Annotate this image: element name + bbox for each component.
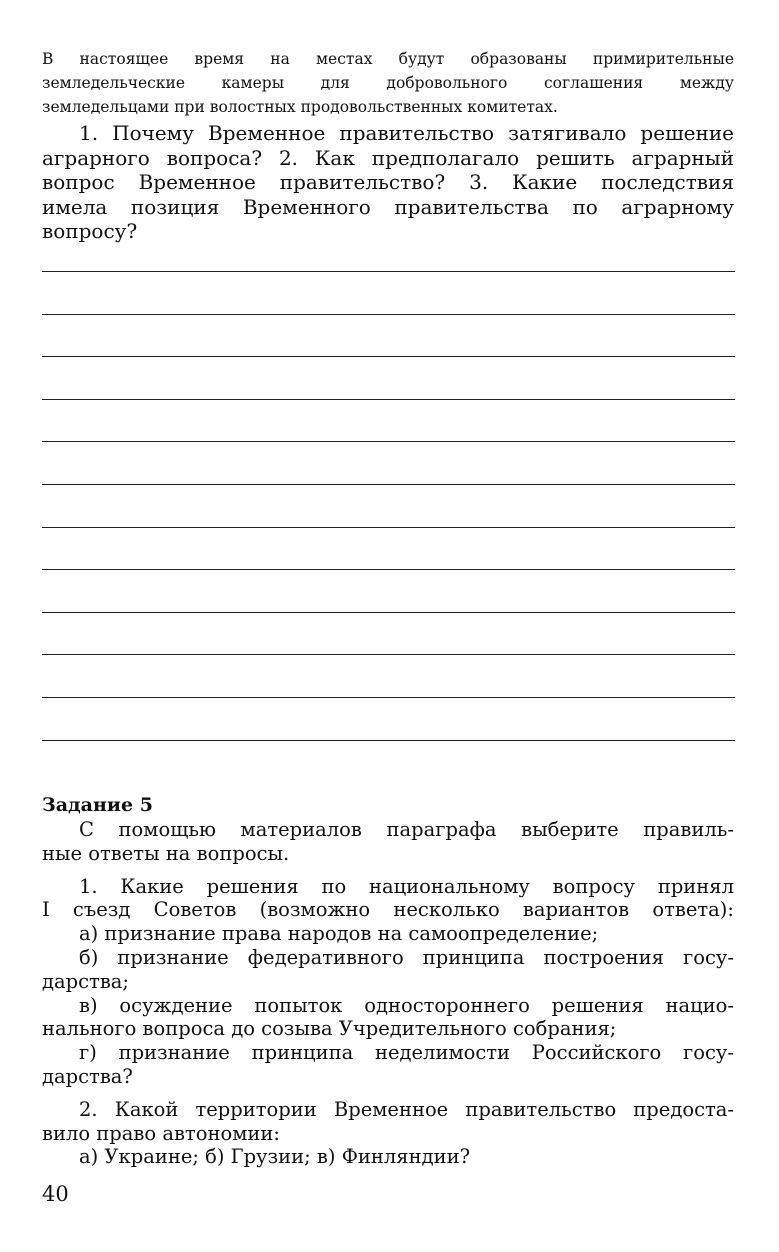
question-line: 1. Почему Временное правительство затягивало решение [79, 121, 734, 145]
answer-option-b[interactable]: б) признание федеративного принципа построения госу- [79, 945, 734, 969]
answer-line[interactable] [42, 654, 735, 655]
question-line: аграрного вопроса? 2. Как предполагало решить аграрный [42, 145, 734, 170]
answer-line[interactable] [42, 399, 735, 400]
instruction-line: С помощью материалов параграфа выберите правиль- [79, 818, 734, 841]
answer-line[interactable] [42, 314, 735, 315]
answer-line[interactable] [42, 569, 735, 570]
source-excerpt-line: земледельческие камеры для добровольного соглашения между [42, 74, 734, 92]
answer-option-v[interactable]: в) осуждение попыток одностороннего решения нацио- [79, 993, 734, 1017]
task-body [42, 818, 734, 1169]
answer-option-a[interactable]: а) признание права народов на самоопределение; [79, 922, 599, 946]
task-question-1: I съезд Советов (возможно несколько вариантов ответа): [42, 898, 734, 922]
answer-option-b-cont[interactable]: дарства; [42, 969, 129, 993]
task-question-2: 2. Какой территории Временное правительство предоста- [79, 1097, 734, 1121]
answer-line[interactable] [42, 612, 735, 613]
answer-line[interactable] [42, 441, 735, 442]
question-line: вопрос Временное правительство? 3. Какие последствия [42, 170, 734, 194]
source-questions [42, 121, 734, 244]
answer-line[interactable] [42, 697, 735, 698]
source-excerpt [42, 47, 734, 119]
instruction-line: ные ответы на вопросы. [42, 841, 290, 865]
question-line: имела позиция Временного правительства по аграрному [42, 194, 734, 219]
answer-line[interactable] [42, 271, 735, 272]
answer-line[interactable] [42, 527, 735, 528]
answer-options-q2[interactable]: а) Украине; б) Грузии; в) Финляндии? [79, 1145, 471, 1169]
answer-option-g[interactable]: г) признание принципа неделимости Российского госу- [79, 1041, 734, 1065]
answer-option-g-cont[interactable]: дарства? [42, 1064, 133, 1088]
task-question-2: вило право автономии: [42, 1121, 280, 1145]
task-question-1: 1. Какие решения по национальному вопросу принял [79, 874, 734, 898]
question-line: вопросу? [42, 219, 138, 243]
page-number: 40 [42, 1182, 69, 1206]
task-title: Задание 5 [42, 794, 153, 816]
answer-line[interactable] [42, 484, 735, 485]
answer-line[interactable] [42, 356, 735, 357]
source-excerpt-line: земледельцами при волостных продовольственных комитетах. [42, 98, 558, 116]
answer-option-v-cont[interactable]: нального вопроса до созыва Учредительного собрания; [42, 1017, 617, 1041]
answer-line[interactable] [42, 740, 735, 741]
source-excerpt-line: В настоящее время на местах будут образованы примирительные [42, 50, 734, 68]
